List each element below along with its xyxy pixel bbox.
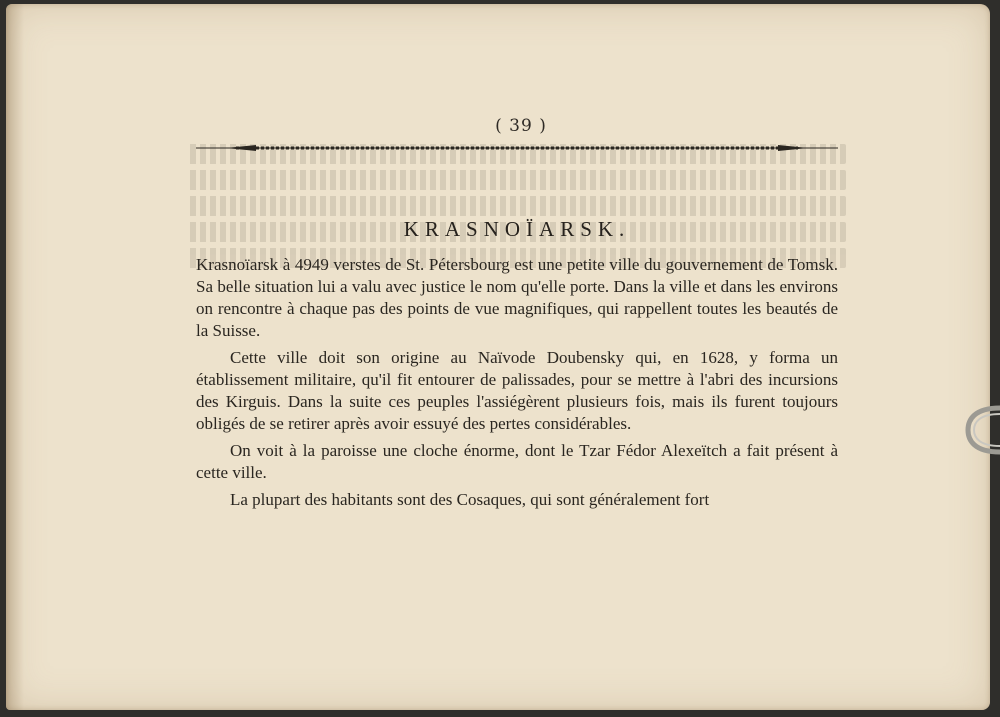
ornamental-rule xyxy=(196,142,838,154)
paragraph: Cette ville doit son origine au Naïvode Doubensky qui, en 1628, y forma un établissement militaire, qu'il fit entourer de palissades, pour se mettre à l'abri des incursions des Kirguis. Dans la suite ces peuples l'assiégèrent plusieurs fois, mais ils furent toujours obligés de se retirer après avoir essuyé des pertes considérables. xyxy=(196,348,838,433)
paragraph: La plupart des habitants sont des Cosaques, qui sont généralement fort xyxy=(230,490,710,509)
body-text xyxy=(196,254,838,516)
paragraph: Krasnoïarsk à 4949 verstes de St. Pétersbourg est une petite ville du gouvernement de Tomsk. Sa belle situation lui a valu avec justice le nom qu'elle porte. Dans la ville et dans les environs on rencontre à chaque pas des points de vue magnifiques, qui rappellent toutes les beautés de la Suisse. xyxy=(196,255,838,340)
page-clip xyxy=(964,404,1000,456)
paragraph: On voit à la paroisse une cloche énorme, dont le Tzar Fédor Alexeïtch a fait présent à cette ville. xyxy=(196,441,838,482)
page-number: ( 39 ) xyxy=(495,116,547,136)
book-page xyxy=(6,4,990,710)
section-title: KRASNOÏARSK. xyxy=(403,217,631,241)
